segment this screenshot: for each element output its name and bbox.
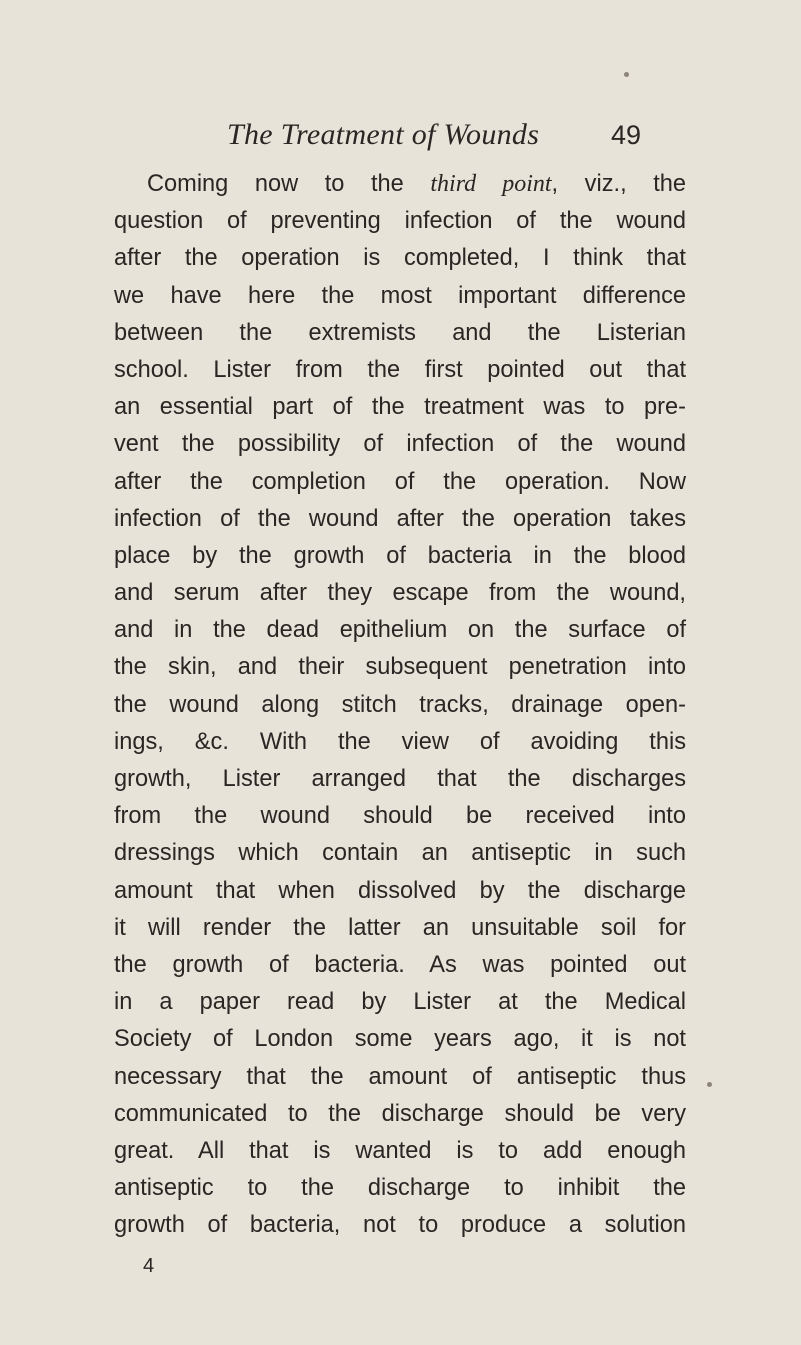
- text-line: [114, 166, 686, 203]
- text-line: and serum after they escape from the wound,: [114, 580, 686, 607]
- text-line: an essential part of the treatment was to pre-: [114, 394, 686, 421]
- text-line: amount that when dissolved by the discharge: [114, 877, 686, 904]
- text-line: school. Lister from the first pointed out that: [114, 356, 686, 383]
- text-line: infection of the wound after the operation takes: [114, 505, 686, 532]
- text-line: in a paper read by Lister at the Medical: [114, 989, 686, 1016]
- text-line: question of preventing infection of the wound: [114, 208, 686, 235]
- text-line: communicated to the discharge should be very: [114, 1100, 686, 1127]
- page-number: 49: [611, 120, 642, 150]
- text-line: between the extremists and the Listerian: [114, 319, 686, 346]
- text-line: after the completion of the operation. Now: [114, 468, 686, 495]
- text-line: ings, &c. With the view of avoiding this: [114, 728, 686, 755]
- text-line: place by the growth of bacteria in the blood: [114, 542, 686, 569]
- text-line: and in the dead epithelium on the surface of: [114, 617, 686, 644]
- text-line: after the operation is completed, I think that: [114, 245, 686, 272]
- text-line: the growth of bacteria. As was pointed out: [114, 951, 686, 978]
- text-line: necessary that the amount of antiseptic thus: [114, 1063, 686, 1090]
- text-segment: Coming now to the: [147, 171, 431, 197]
- text-line: dressings which contain an antiseptic in such: [114, 840, 686, 867]
- text-line: the skin, and their subsequent penetration into: [114, 654, 686, 681]
- text-line: growth, Lister arranged that the discharges: [114, 766, 686, 792]
- signature-mark: 4: [143, 1255, 155, 1277]
- text-line: from the wound should be received into: [114, 803, 686, 830]
- text-line: it will render the latter an unsuitable soil for: [114, 914, 686, 941]
- italic-phrase: third point: [430, 171, 552, 197]
- text-line: great. All that is wanted is to add enough: [114, 1137, 686, 1164]
- text-segment: , viz., the: [551, 171, 687, 197]
- paper-spot: [707, 1082, 712, 1087]
- text-line: antiseptic to the discharge to inhibit the: [114, 1175, 686, 1202]
- text-line: growth of bacteria, not to produce a solution: [114, 1212, 686, 1239]
- running-title: The Treatment of Wounds: [227, 118, 540, 151]
- text-line: the wound along stitch tracks, drainage open-: [114, 691, 686, 718]
- running-head: [0, 118, 801, 158]
- paper-spot: [624, 72, 629, 77]
- text-line: we have here the most important difference: [114, 282, 686, 309]
- text-line: Society of London some years ago, it is not: [114, 1026, 686, 1053]
- text-line: vent the possibility of infection of the wound: [114, 431, 686, 458]
- body-paragraph: [114, 166, 686, 1244]
